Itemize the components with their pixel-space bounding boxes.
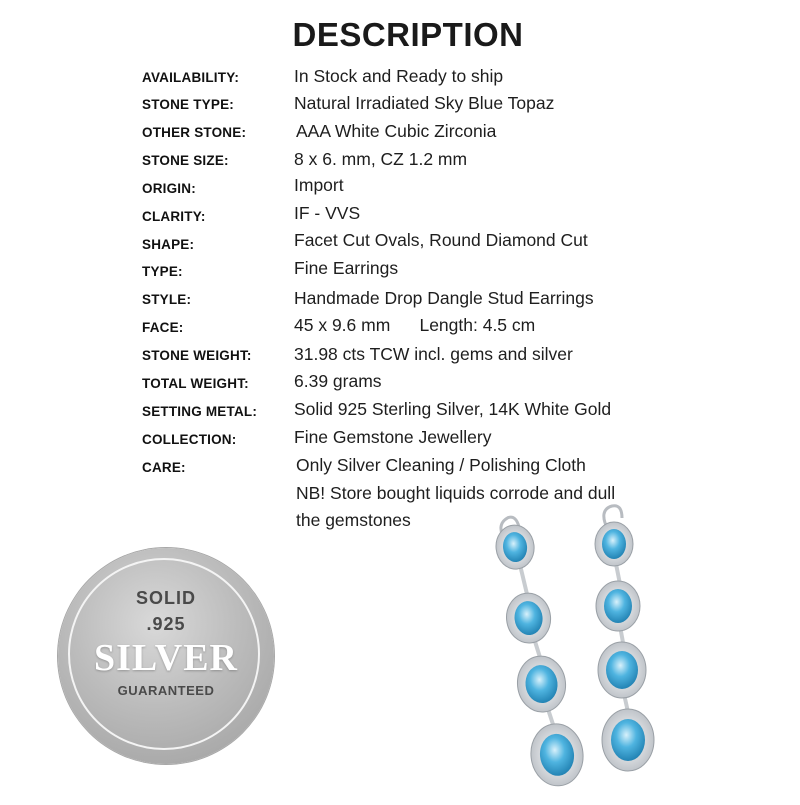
spec-label-style: STYLE:: [142, 292, 192, 307]
spec-label-stone-type: STONE TYPE:: [142, 97, 234, 112]
spec-label-face: FACE:: [142, 320, 184, 335]
spec-value-stone-weight: 31.98 cts TCW incl. gems and silver: [294, 344, 573, 364]
product-image: [470, 500, 730, 800]
spec-value-collection: Fine Gemstone Jewellery: [294, 427, 492, 447]
badge-line-silver: SILVER: [93, 637, 238, 679]
spec-label-origin: ORIGIN:: [142, 181, 196, 196]
spec-value-stone-type: Natural Irradiated Sky Blue Topaz: [294, 93, 555, 113]
spec-label-total-weight: TOTAL WEIGHT:: [142, 376, 249, 391]
spec-value-setting-metal: Solid 925 Sterling Silver, 14K White Gold: [294, 399, 612, 419]
spec-label-shape: SHAPE:: [142, 237, 195, 252]
page-title: DESCRIPTION: [292, 16, 524, 53]
drop-dangle-earrings-icon: [470, 500, 730, 800]
badge-line-925: .925: [146, 614, 186, 634]
spec-value-care-line2: NB! Store bought liquids corrode and dull: [296, 483, 616, 503]
spec-label-stone-weight: STONE WEIGHT:: [142, 348, 252, 363]
spec-label-type: TYPE:: [142, 264, 183, 279]
spec-value-care-line3: the gemstones: [296, 510, 411, 530]
spec-value-availability: In Stock and Ready to ship: [294, 66, 504, 86]
spec-value-shape: Facet Cut Ovals, Round Diamond Cut: [294, 230, 588, 250]
spec-value-origin: Import: [294, 175, 344, 195]
spec-label-setting-metal: SETTING METAL:: [142, 404, 258, 419]
spec-value-face: 45 x 9.6 mm Length: 4.5 cm: [294, 315, 536, 335]
spec-label-collection: COLLECTION:: [142, 432, 237, 447]
spec-label-other-stone: OTHER STONE:: [142, 125, 247, 140]
spec-value-clarity: IF - VVS: [294, 203, 361, 223]
spec-label-care: CARE:: [142, 460, 186, 475]
spec-value-total-weight: 6.39 grams: [294, 371, 382, 391]
left-earring: [493, 512, 586, 790]
spec-label-availability: AVAILABILITY:: [142, 70, 240, 85]
spec-label-clarity: CLARITY:: [142, 209, 206, 224]
right-earring: [595, 506, 654, 771]
badge-line-guaranteed: GUARANTEED: [117, 683, 215, 698]
spec-label-stone-size: STONE SIZE:: [142, 153, 229, 168]
spec-value-care: Only Silver Cleaning / Polishing Cloth: [296, 455, 586, 475]
spec-value-other-stone: AAA White Cubic Zirconia: [296, 121, 497, 141]
badge-line-solid: SOLID: [135, 588, 196, 608]
spec-value-style: Handmade Drop Dangle Stud Earrings: [294, 288, 594, 308]
spec-value-stone-size: 8 x 6. mm, CZ 1.2 mm: [294, 149, 468, 169]
solid-silver-guarantee-badge: [58, 548, 274, 764]
spec-value-type: Fine Earrings: [294, 258, 399, 278]
